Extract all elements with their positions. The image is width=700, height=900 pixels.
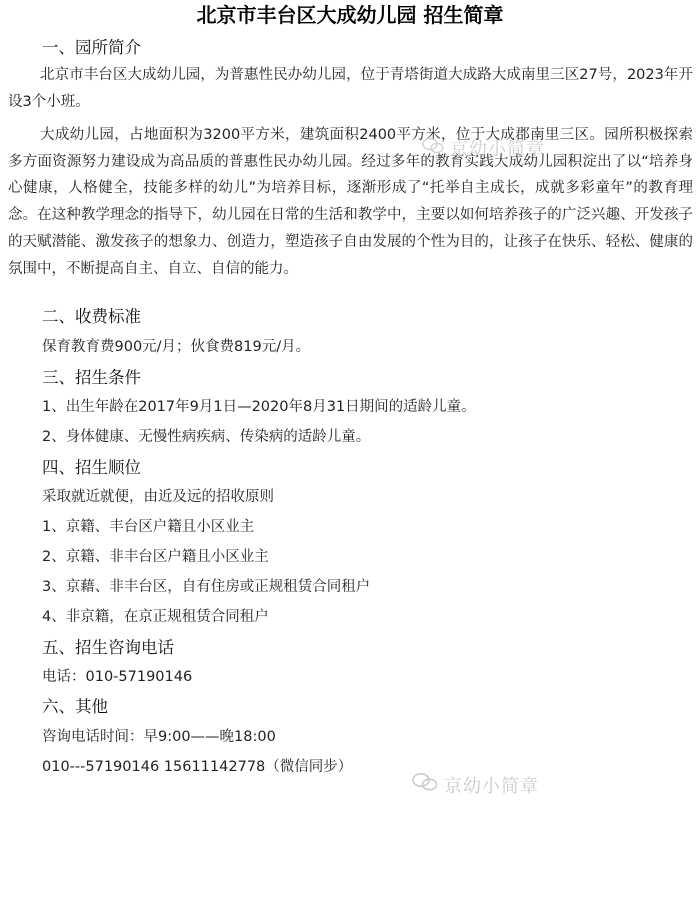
section-heading-other: 六、其他	[42, 697, 108, 716]
order-item: 2、京籍、非丰台区户籍且小区业主	[42, 549, 269, 565]
order-principle: 采取就近就便，由近及远的招收原则	[42, 489, 274, 505]
phone-text: 电话：010-57190146	[42, 669, 193, 685]
condition-item: 1、出生年龄在2017年9月1日—2020年8月31日期间的适龄儿童。	[42, 399, 476, 415]
order-item: 3、京藉、非丰台区，自有住房或正规租赁合同租户	[42, 579, 371, 595]
watermark-text: 京幼小简章	[444, 776, 539, 797]
watermark	[422, 135, 545, 161]
consult-hours-text: 咨询电话时间：早9:00——晚18:00	[42, 729, 276, 745]
section-heading-intro: 一、园所简介	[42, 38, 141, 57]
consult-numbers-text: 010---57190146 15611142778（微信同步）	[42, 759, 353, 775]
order-item: 1、京籍、丰台区户籍且小区业主	[42, 519, 255, 535]
condition-item: 2、身体健康、无慢性病疾病、传染病的适龄儿童。	[42, 429, 371, 445]
fees-text: 保育教育费900元/月；伙食费819元/月。	[42, 339, 311, 355]
section-heading-order: 四、招生顺位	[42, 458, 141, 477]
watermark	[412, 772, 539, 798]
intro-paragraph-2: 大成幼儿园，占地面积为3200平方米，建筑面积2400平方米，位于大成郡南里三区。园所积极探索多方面资源努力建设成为高品质的普惠性民办幼儿园。经过多年的教育实践大成幼儿园积淀出了以“培养身心健康，人格健全，技能多样的幼儿”为培养目标，逐渐形成了“托举自主成长，成就多彩童年”的教育理念。在这种教学理念的指导下，幼儿园在日常的生活和教学中，主要以如何培养孩子的广泛兴趣、开发孩子的天赋潜能、激发孩子的想象力、创造力，塑造孩子自由发展的个性为目的，让孩子在快乐、轻松、健康的氛围中，不断提高自主、自立、自信的能力。	[8, 127, 693, 277]
section-heading-phone: 五、招生咨询电话	[42, 638, 174, 657]
wechat-icon	[422, 137, 444, 160]
page-title: 北京市丰台区大成幼儿园 招生简章	[196, 3, 504, 27]
wechat-icon	[412, 772, 438, 797]
section-heading-fees: 二、收费标准	[42, 307, 141, 326]
section-heading-conditions: 三、招生条件	[42, 368, 141, 387]
order-item: 4、非京籍，在京正规租赁合同租户	[42, 609, 269, 625]
intro-paragraph-1: 北京市丰台区大成幼儿园，为普惠性民办幼儿园，位于青塔街道大成路大成南里三区27号，2023年开设3个小班。	[8, 67, 693, 110]
watermark-text: 京幼小简章	[450, 139, 545, 160]
